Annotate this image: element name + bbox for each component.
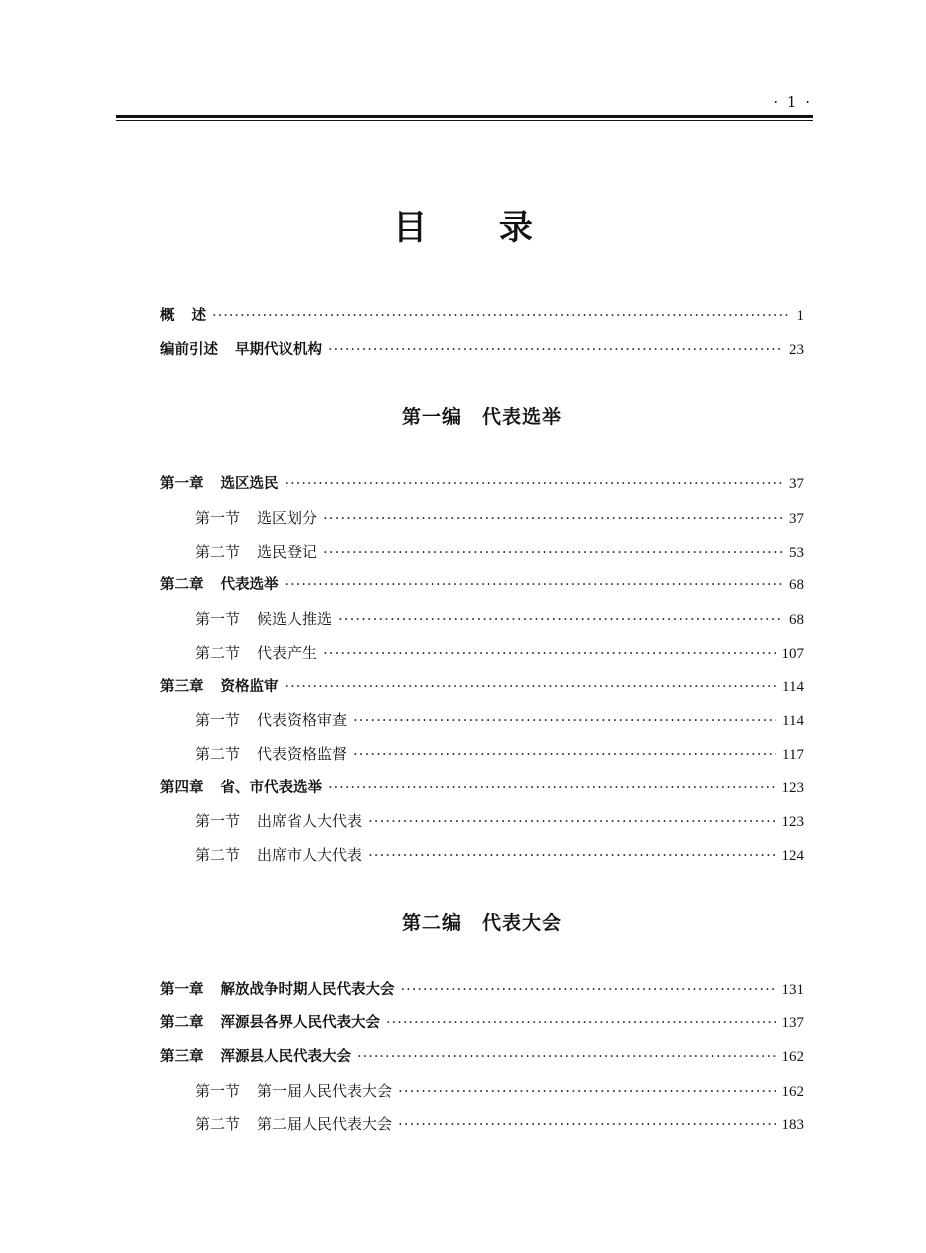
toc-name: 浑源县人民代表大会 bbox=[220, 1049, 351, 1065]
toc-page: 131 bbox=[781, 981, 804, 998]
toc-page: 123 bbox=[781, 814, 804, 831]
toc-prefix: 第二节 bbox=[195, 845, 241, 864]
leader-dots bbox=[401, 974, 776, 1008]
toc-name: 候选人推选 bbox=[257, 610, 333, 629]
leader-dots bbox=[368, 839, 775, 873]
toc-page: 114 bbox=[782, 713, 804, 730]
toc-prefix: 编前引述 bbox=[160, 341, 218, 358]
toc-prefix: 第四章 bbox=[160, 779, 204, 796]
leader-dots bbox=[368, 805, 775, 839]
toc-name: 出席市人大代表 bbox=[257, 845, 363, 864]
toc-prefix: 第三章 bbox=[160, 678, 204, 695]
toc-prefix: 第二章 bbox=[160, 577, 204, 594]
toc-page: 124 bbox=[781, 847, 804, 864]
toc-prefix: 第二章 bbox=[160, 1015, 204, 1032]
toc-name: 出席省人大代表 bbox=[257, 812, 363, 831]
toc-entry[interactable] bbox=[160, 772, 804, 806]
toc-name: 资格监审 bbox=[220, 678, 279, 695]
toc-prefix: 第一节 bbox=[195, 1081, 241, 1100]
toc-entry[interactable] bbox=[160, 704, 804, 738]
toc-name: 解放战争时期人民代表大会 bbox=[220, 981, 395, 998]
toc-entry[interactable] bbox=[160, 1041, 804, 1075]
toc-entry[interactable] bbox=[160, 502, 804, 536]
toc-prefix: 第二节 bbox=[195, 744, 241, 763]
part-title: 第二编 代表大会 bbox=[401, 911, 562, 934]
leader-dots bbox=[328, 772, 776, 806]
toc-name: 浑源县各界人民代表大会 bbox=[220, 1015, 380, 1032]
toc-entry[interactable] bbox=[160, 536, 804, 570]
toc-name: 代表资格审查 bbox=[257, 711, 348, 730]
page-title: 目 录 bbox=[393, 208, 563, 248]
toc-name: 代表资格监督 bbox=[257, 744, 348, 763]
leader-dots bbox=[338, 603, 783, 637]
toc-name: 代表选举 bbox=[220, 577, 279, 594]
toc-prefix: 第一节 bbox=[195, 509, 241, 528]
toc-page: 68 bbox=[789, 612, 804, 629]
toc-prefix: 第二节 bbox=[195, 542, 241, 561]
toc-page: 162 bbox=[781, 1049, 804, 1065]
toc-entry[interactable] bbox=[160, 300, 804, 334]
toc-page: 123 bbox=[781, 779, 804, 796]
toc-prefix: 第一节 bbox=[195, 711, 241, 730]
toc-entry[interactable] bbox=[160, 334, 804, 368]
leader-dots bbox=[212, 300, 791, 334]
leader-dots bbox=[398, 1108, 775, 1142]
toc-name: 早期代议机构 bbox=[235, 341, 322, 358]
header-rule-thick bbox=[116, 115, 813, 118]
part-title: 第一编 代表选举 bbox=[401, 406, 562, 429]
toc-prefix: 第二节 bbox=[195, 643, 241, 662]
leader-dots bbox=[323, 502, 783, 536]
toc-name: 选区选民 bbox=[220, 476, 279, 493]
toc-prefix: 第一节 bbox=[195, 812, 241, 831]
leader-dots bbox=[285, 468, 784, 502]
toc-entry[interactable] bbox=[160, 1108, 804, 1142]
toc-prefix: 第二节 bbox=[195, 1115, 241, 1134]
leader-dots bbox=[353, 704, 776, 738]
page-number: · 1 · bbox=[773, 93, 812, 111]
toc-page: 37 bbox=[789, 476, 804, 493]
toc-name: 省、市代表选举 bbox=[220, 779, 322, 796]
toc-page: 68 bbox=[789, 577, 804, 594]
toc-page: 183 bbox=[781, 1117, 804, 1134]
toc-entry[interactable] bbox=[160, 1007, 804, 1041]
toc-name: 代表产生 bbox=[257, 643, 318, 662]
toc-name: 第一届人民代表大会 bbox=[257, 1081, 393, 1100]
toc-entry[interactable] bbox=[160, 671, 804, 705]
leader-dots bbox=[285, 569, 784, 603]
leader-dots bbox=[328, 334, 783, 368]
toc-name: 第二届人民代表大会 bbox=[257, 1115, 393, 1134]
toc-page: 23 bbox=[789, 341, 804, 358]
toc-entry[interactable] bbox=[160, 603, 804, 637]
toc-prefix: 第三章 bbox=[160, 1049, 204, 1065]
toc-page: 117 bbox=[782, 746, 804, 763]
leader-dots bbox=[386, 1007, 776, 1041]
toc-page: 1 bbox=[796, 308, 804, 324]
toc-entry[interactable] bbox=[160, 839, 804, 873]
leader-dots bbox=[285, 671, 777, 705]
leader-dots bbox=[323, 637, 775, 671]
toc-page: 53 bbox=[789, 544, 804, 561]
toc-prefix: 第一章 bbox=[160, 476, 204, 493]
toc-prefix: 第一节 bbox=[195, 610, 241, 629]
toc-name: 选民登记 bbox=[257, 542, 318, 561]
header-rule-thin bbox=[116, 120, 813, 121]
toc-entry[interactable] bbox=[160, 974, 804, 1008]
toc-prefix: 概 bbox=[160, 308, 175, 324]
toc-page: 114 bbox=[782, 678, 804, 695]
toc-page: 137 bbox=[781, 1015, 804, 1032]
toc-entry[interactable] bbox=[160, 468, 804, 502]
leader-dots bbox=[357, 1041, 776, 1075]
toc-name: 述 bbox=[191, 308, 206, 324]
toc-entry[interactable] bbox=[160, 569, 804, 603]
toc-prefix: 第一章 bbox=[160, 981, 204, 998]
leader-dots bbox=[323, 536, 783, 570]
toc-page: 37 bbox=[789, 511, 804, 528]
toc-entry[interactable] bbox=[160, 637, 804, 671]
table-of-contents bbox=[160, 300, 804, 1142]
toc-entry[interactable] bbox=[160, 1075, 804, 1109]
toc-page: 107 bbox=[781, 645, 804, 662]
toc-entry[interactable] bbox=[160, 805, 804, 839]
toc-name: 选区划分 bbox=[257, 509, 318, 528]
leader-dots bbox=[398, 1075, 775, 1109]
leader-dots bbox=[353, 738, 776, 772]
toc-entry[interactable] bbox=[160, 738, 804, 772]
toc-page: 162 bbox=[781, 1083, 804, 1100]
